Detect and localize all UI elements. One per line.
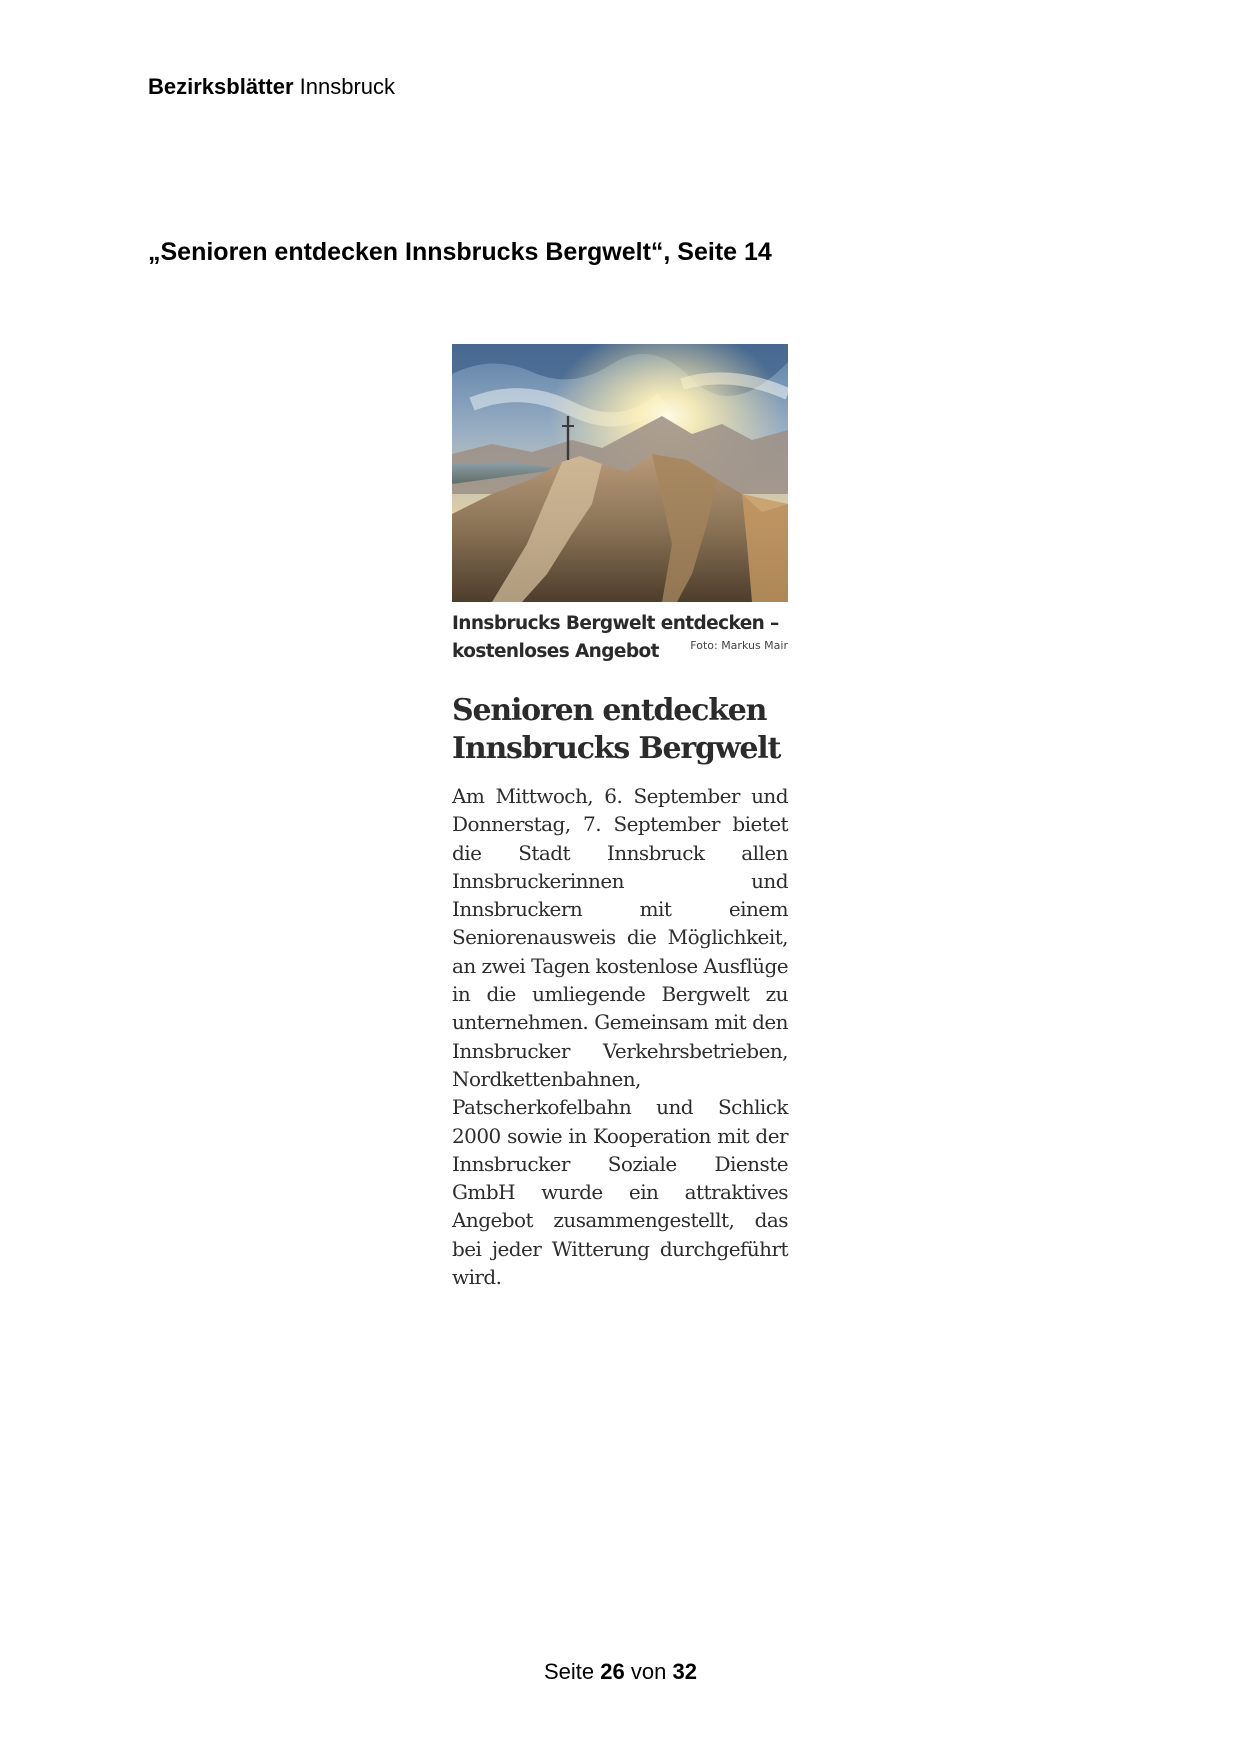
page-separator: von bbox=[630, 1659, 667, 1684]
photo-credit: Foto: Markus Mair bbox=[690, 639, 788, 652]
photo-caption bbox=[452, 610, 788, 666]
caption-line-2: kostenloses Angebot bbox=[452, 641, 659, 662]
document-title: „Senioren entdecken Innsbrucks Bergwelt“, Seite 14 bbox=[148, 238, 772, 266]
newspaper-clipping bbox=[452, 344, 788, 1291]
headline-line-2: Innsbrucks Bergwelt bbox=[452, 731, 781, 766]
mountain-summit-photo bbox=[452, 344, 788, 602]
article-body: Am Mittwoch, 6. September und Donnerstag, 7. September bietet die Stadt Innsbruck allen Innsbruckerinnen und Innsbruckern mit einem Seniorenausweis die Möglichkeit, an zwei Tagen kostenlose Ausflüge in die umliegende Bergwelt zu unternehmen. Gemeinsam mit den Innsbrucker Verkehrsbetrieben, Nordkettenbahnen, Patscherkofelbahn und Schlick 2000 sowie in Kooperation mit der Innsbrucker Soziale Dienste GmbH wurde ein attraktives Angebot zusammengestellt, das bei jeder Witterung durchgeführt wird. bbox=[452, 784, 788, 1290]
page-label: Seite bbox=[544, 1659, 595, 1684]
current-page-number: 26 bbox=[600, 1659, 625, 1684]
publication-brand: Bezirksblätter bbox=[148, 74, 294, 99]
page-header bbox=[148, 74, 395, 100]
publication-region: Innsbruck bbox=[299, 74, 396, 99]
total-page-count: 32 bbox=[672, 1659, 697, 1684]
article-headline bbox=[452, 692, 788, 768]
headline-line-1: Senioren entdecken bbox=[452, 693, 767, 728]
caption-line-1: Innsbrucks Bergwelt entdecken – bbox=[452, 613, 779, 634]
page-footer bbox=[0, 1659, 1241, 1685]
